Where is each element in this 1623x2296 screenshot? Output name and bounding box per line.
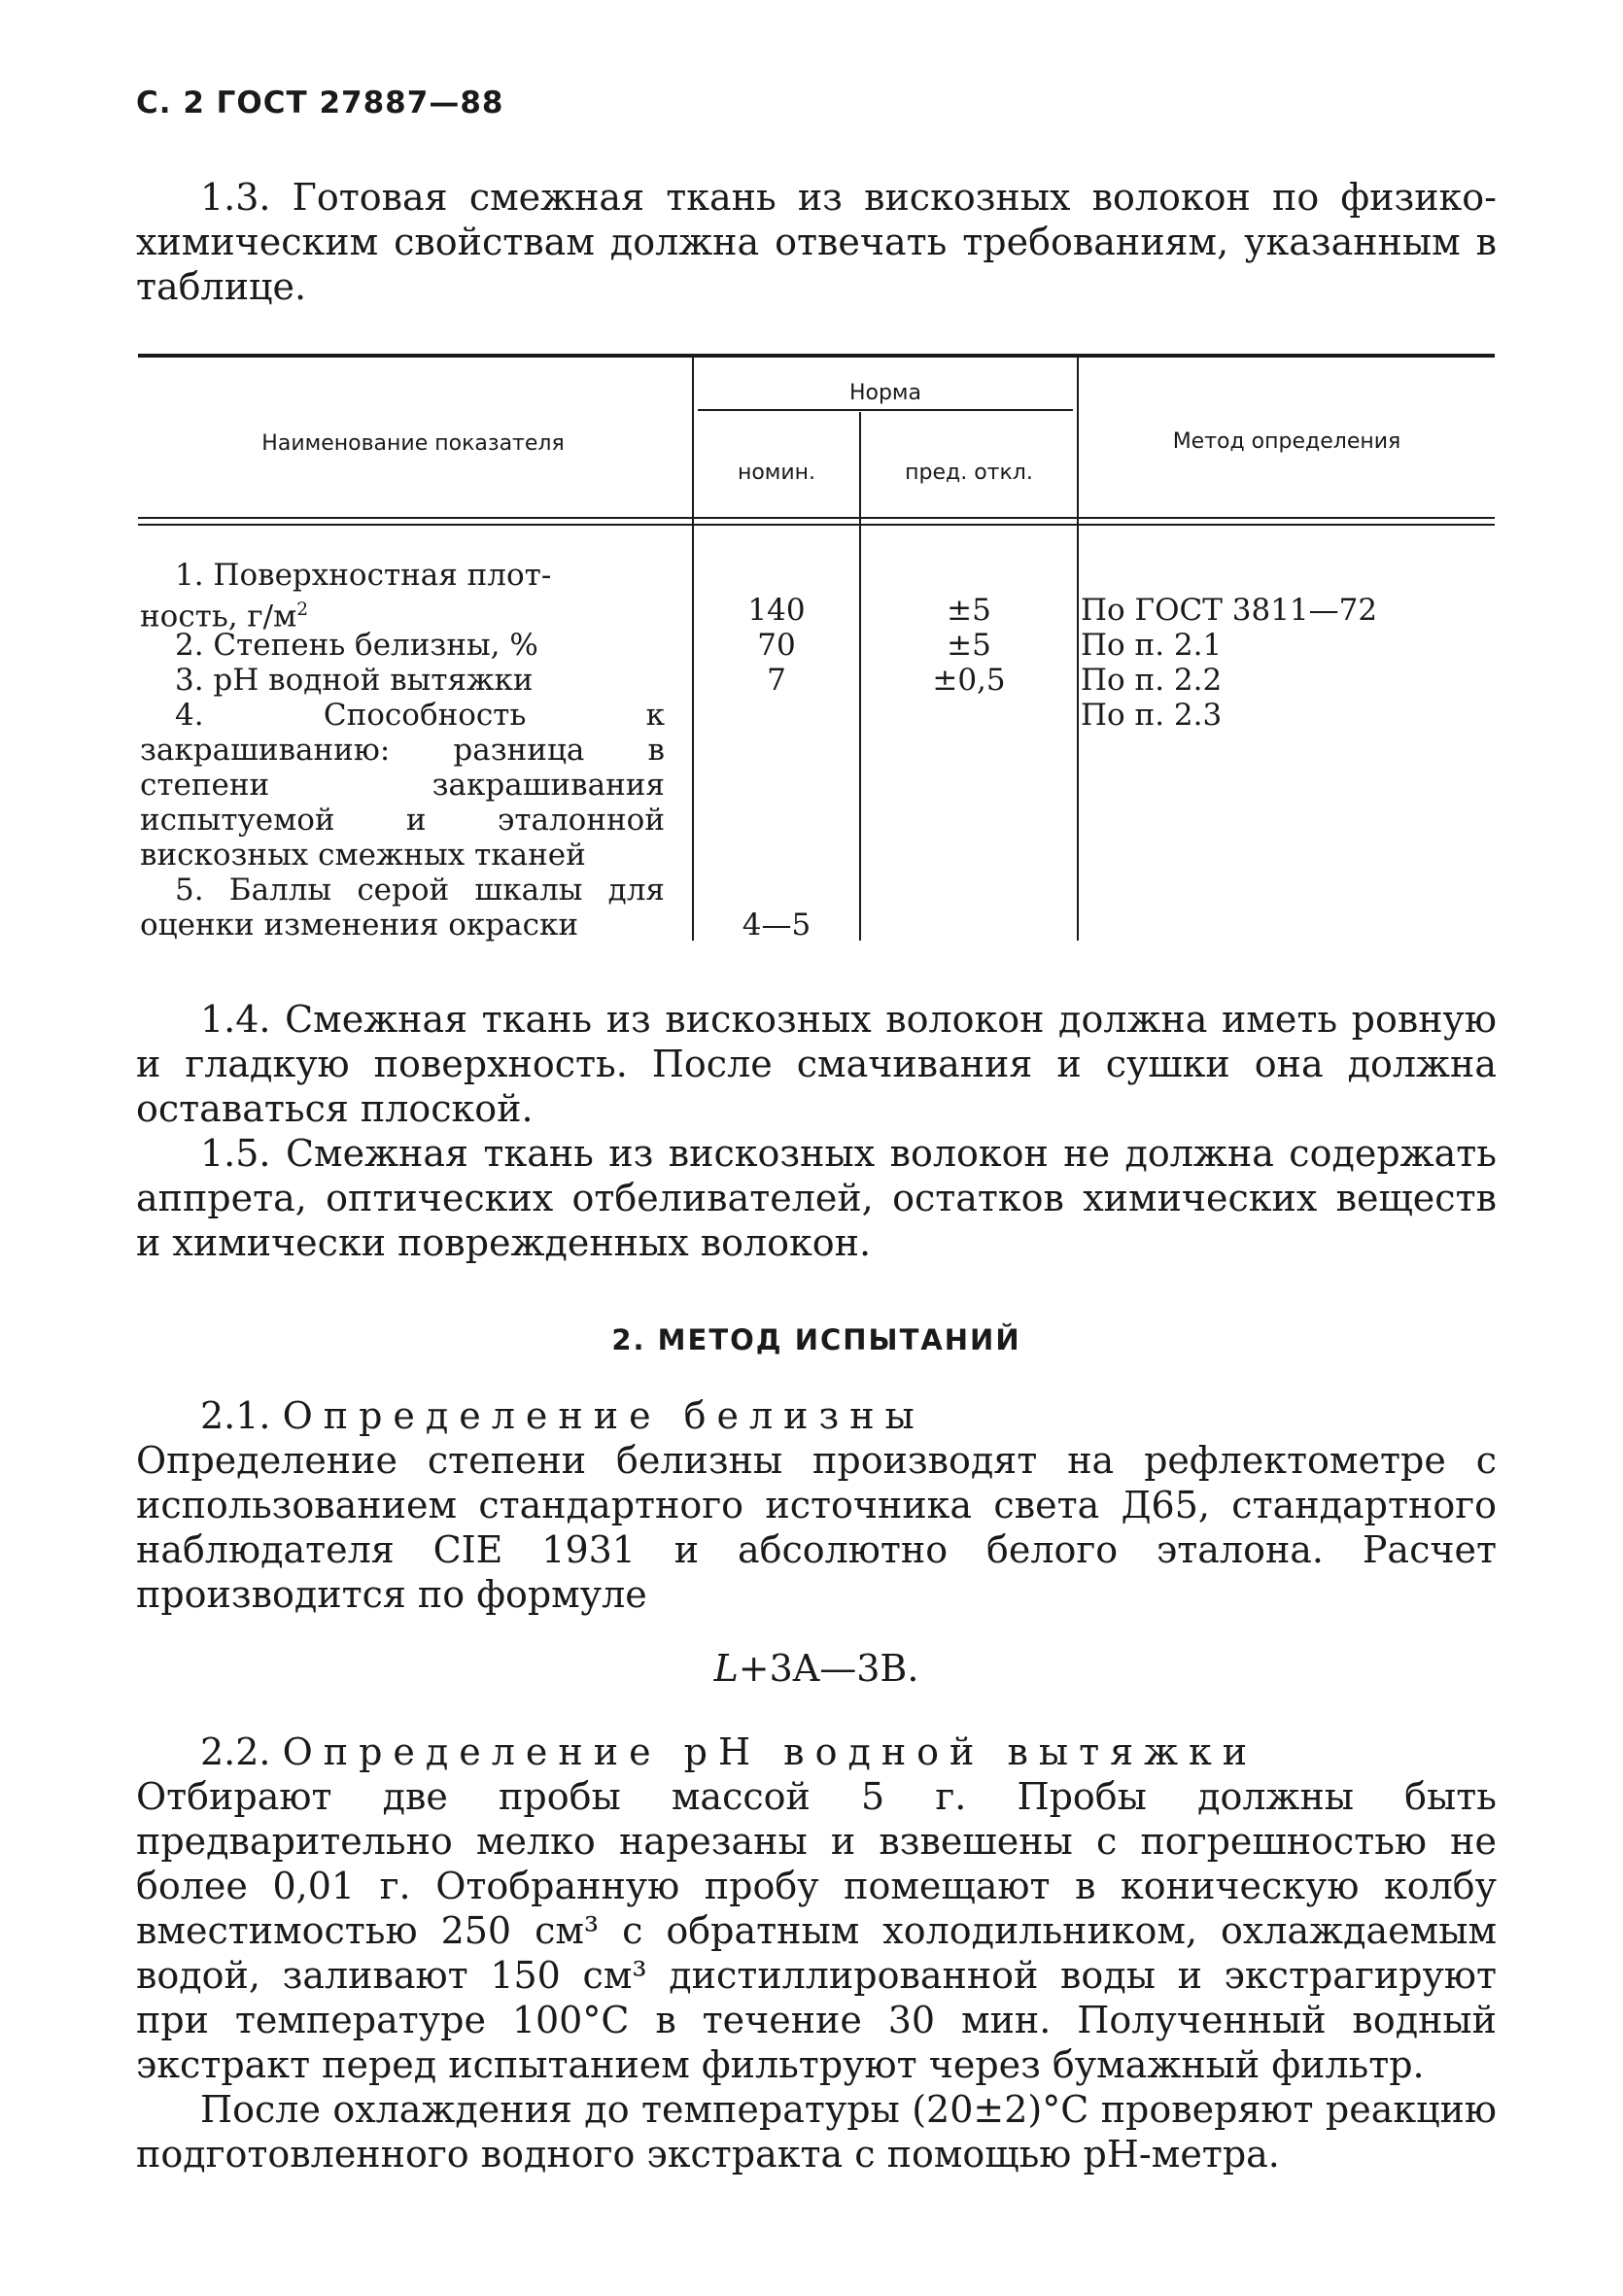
paragraph-1-3: 1.3. Готовая смежная ткань из вискозных волокон по физико-химическим свойствам должна отвечать требованиям, указанным в таблице. <box>136 176 1497 308</box>
subsection-2-2-heading: 2.2. Определение рН водной вытяжки <box>200 1731 1259 1773</box>
table-header-rule <box>138 517 1495 519</box>
paragraph-2-2-continued: После охлаждения до температуры (20±2)°С проверяют реакцию подготовленного водного экстракта с помощью рН-метра. <box>136 2088 1497 2176</box>
table-cell-name: 5. Баллы серой шкалы для оценки изменения окраски <box>140 873 665 942</box>
table-cell-name: 3. рН водной вытяжки <box>175 663 534 698</box>
subsection-2-1-heading: 2.1. Определение белизны <box>200 1394 925 1437</box>
column-header-otkl: пред. откл. <box>905 461 1033 485</box>
table-cell-nomin: 7 <box>767 663 786 698</box>
table-cell-nomin: 4—5 <box>742 908 812 942</box>
table-cell-name: 4. Способность к закрашиванию: разница в степени закрашивания испытуемой и эталонной вискозных смежных тканей <box>140 698 665 873</box>
column-header-nomin: номин. <box>737 461 816 485</box>
column-header-norma: Норма <box>848 381 922 405</box>
table-cell-method: По п. 2.2 <box>1081 663 1223 698</box>
paragraph-1-4: 1.4. Смежная ткань из вискозных волокон должна иметь ровную и гладкую поверхность. После смачивания и сушки она должна оставаться плоской. <box>136 998 1497 1130</box>
table-cell-name: 1. Поверхностная плот- ность, $г/м^2$ <box>140 558 552 634</box>
table-divider <box>698 409 1073 411</box>
table-cell-method: По п. 2.3 <box>1081 698 1223 733</box>
table-cell-method: По п. 2.1 <box>1081 628 1223 663</box>
table-header-rule <box>138 524 1495 526</box>
table-top-rule <box>138 354 1495 358</box>
table-cell-otkl: ±5 <box>947 628 991 663</box>
table-cell-nomin: 140 <box>747 593 806 628</box>
section-heading: 2. МЕТОД ИСПЫТАНИЙ <box>611 1323 1021 1356</box>
paragraph-2-2: Отбирают две пробы массой 5 г. Пробы должны быть предварительно мелко нарезаны и взвешены с погрешностью не более 0,01 г. Отобранную пробу помещают в коническую колбу вместимостью 250 см³ с обратным холодильником, охлаждаемым водой, заливают 150 см³ дистиллированной воды и экстрагируют при температуре 100°С в течение 30 мин. Полученный водный экстракт перед испытанием фильтруют через бумажный фильтр. <box>136 1775 1497 2086</box>
column-header-name: Наименование показателя <box>261 431 565 456</box>
table-cell-otkl: ±0,5 <box>932 663 1006 698</box>
page-header: С. 2 ГОСТ 27887—88 <box>136 86 504 120</box>
table-cell-otkl: ±5 <box>947 593 991 628</box>
column-header-method: Метод определения <box>1172 429 1401 454</box>
table-cell-name: 2. Степень белизны, % <box>175 628 538 663</box>
table-cell-nomin: 70 <box>757 628 796 663</box>
paragraph-1-5: 1.5. Смежная ткань из вискозных волокон не должна содержать аппрета, оптических отбеливателей, остатков химических веществ и химически поврежденных волокон. <box>136 1132 1497 1264</box>
whiteness-formula: L+3A—3B. <box>713 1647 919 1690</box>
table-cell-method: По ГОСТ 3811—72 <box>1081 593 1378 628</box>
paragraph-2-1: Определение степени белизны производят на рефлектометре с использованием стандартного источника света Д65, стандартного наблюдателя CIE 1931 и абсолютно белого эталона. Расчет производится по формуле <box>136 1439 1497 1616</box>
